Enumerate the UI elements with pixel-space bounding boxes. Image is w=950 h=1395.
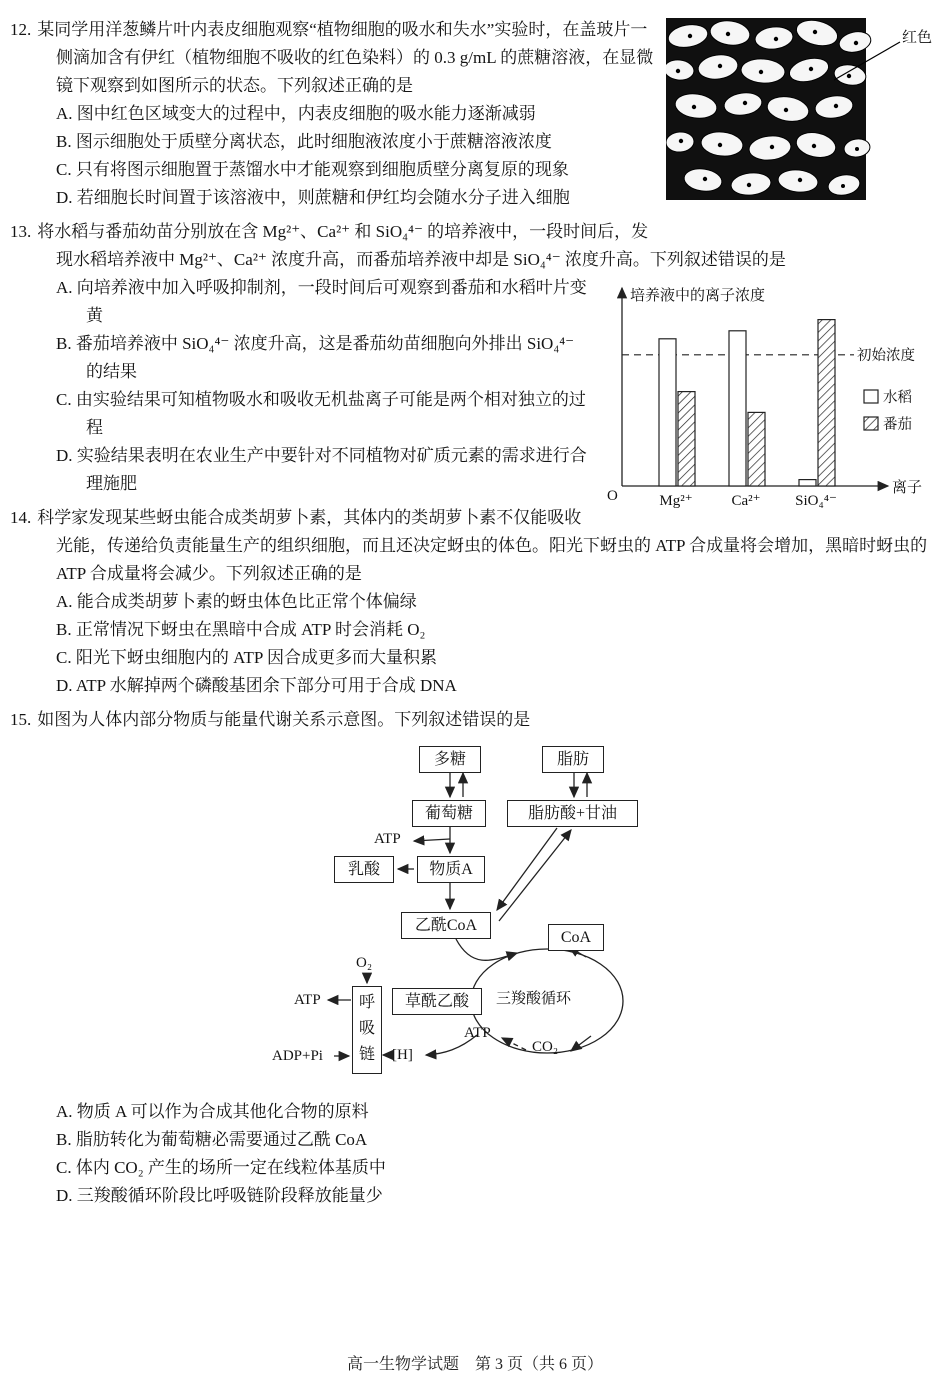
q15-option-a: A. 物质 A 可以作为合成其他化合物的原料 xyxy=(56,1102,369,1121)
chart-bar-0-2 xyxy=(799,480,816,486)
figure-label: 红色 xyxy=(902,30,933,46)
question-13 xyxy=(10,218,938,509)
q13-option-a: A. 向培养液中加入呼吸抑制剂，一段时间后可观察到番茄和水稻叶片变黄 xyxy=(56,278,587,325)
plasmolysis-figure xyxy=(666,18,938,213)
q13-option-c: C. 由实验结果可知植物吸水和吸收无机盐离子可能是两个相对独立的过程 xyxy=(56,390,586,437)
question-12 xyxy=(10,16,938,212)
ion-chart-svg xyxy=(596,274,936,514)
q15-option-c: C. 体内 CO₂ 产生的场所一定在线粒体基质中 xyxy=(56,1158,386,1177)
node-substance-a: 物质A xyxy=(417,856,485,883)
arrow-fattyacid-to-acetylcoa xyxy=(497,828,557,910)
arrow-glycolysis-atp xyxy=(414,839,450,841)
q13-option-b: B. 番茄培养液中 SiO₄⁴⁻ 浓度升高，这是番茄幼苗细胞向外排出 SiO₄⁴⁻ 的结果 xyxy=(56,334,575,381)
question-number: 14. xyxy=(10,508,32,527)
tick-label: Mg²⁺ xyxy=(659,493,693,509)
arrow-acetylcoa-to-cycle xyxy=(456,939,517,960)
node-polysaccharide: 多糖 xyxy=(419,746,481,773)
question-14 xyxy=(10,504,938,700)
q15-option-b: B. 脂肪转化为葡萄糖必需要通过乙酰 CoA xyxy=(56,1130,368,1149)
legend-swatch xyxy=(864,390,878,403)
tick-label: Ca²⁺ xyxy=(731,493,761,509)
q12-option-c: C. 只有将图示细胞置于蒸馏水中才能观察到细胞质壁分离复原的现象 xyxy=(56,160,569,179)
question-text: 科学家发现某些蚜虫能合成类胡萝卜素，其体内的类胡萝卜素不仅能吸收光能，传递给负责能量生产的组织细胞，而且还决定蚜虫的体色。阳光下蚜虫的 ATP 合成量将会增加，黑暗时蚜虫的 ATP 合成量将会减少。下列叙述正确的是 xyxy=(37,508,928,583)
node-coa: CoA xyxy=(548,924,604,951)
chart-bar-0-1 xyxy=(729,331,746,486)
question-stem xyxy=(10,706,938,734)
legend-label: 番茄 xyxy=(883,417,912,433)
q13-ion-chart xyxy=(596,274,938,523)
node-fat: 脂肪 xyxy=(542,746,604,773)
question-15 xyxy=(10,706,938,1210)
q14-option-b: B. 正常情况下蚜虫在黑暗中合成 ATP 时会消耗 O₂ xyxy=(56,620,426,639)
label-atp-cycle: ATP xyxy=(464,1025,491,1041)
question-stem xyxy=(10,218,938,274)
arrow-acetylcoa-to-fattyacid xyxy=(499,830,571,921)
node-lactic-acid: 乳酸 xyxy=(334,856,394,883)
arrow-cycle-to-co2 xyxy=(571,1036,591,1051)
chart-title: 培养液中的离子浓度 xyxy=(630,288,766,304)
q12-option-d: D. 若细胞长时间置于该溶液中，则蔗糖和伊红均会随水分子进入细胞 xyxy=(56,188,570,207)
origin-label: O xyxy=(607,488,618,504)
q12-option-a: A. 图中红色区域变大的过程中，内表皮细胞的吸水能力逐渐减弱 xyxy=(56,104,536,123)
label-adp-pi: ADP+Pi xyxy=(272,1048,323,1064)
label-h: [H] xyxy=(392,1047,413,1063)
q15-option-d: D. 三羧酸循环阶段比呼吸链阶段释放能量少 xyxy=(56,1186,383,1205)
q15-options xyxy=(56,1098,938,1210)
page-footer: 高一生物学试题 第 3 页（共 6 页） xyxy=(346,1356,603,1373)
question-text: 将水稻与番茄幼苗分别放在含 Mg²⁺、Ca²⁺ 和 SiO₄⁴⁻ 的培养液中，一段时间后，发现水稻培养液中 Mg²⁺、Ca²⁺ 浓度升高，而番茄培养液中却是 SiO₄⁴⁻ 浓度升高。下列叙述错误的是 xyxy=(37,222,786,269)
legend-swatch xyxy=(864,417,878,430)
q14-option-c: C. 阳光下蚜虫细胞内的 ATP 因合成更多而大量积累 xyxy=(56,648,437,667)
label-o2: O₂ xyxy=(356,955,373,971)
label-co2: CO₂ xyxy=(532,1039,559,1055)
chart-bar-1-2 xyxy=(818,320,835,486)
legend-label: 水稻 xyxy=(883,390,912,406)
q13-option-d: D. 实验结果表明在农业生产中要针对不同植物对矿质元素的需求进行合理施肥 xyxy=(56,446,587,493)
chart-bar-1-0 xyxy=(678,392,695,486)
label-atp-chain: ATP xyxy=(294,992,321,1008)
q14-option-a: A. 能合成类胡萝卜素的蚜虫体色比正常个体偏绿 xyxy=(56,592,417,611)
question-text: 如图为人体内部分物质与能量代谢关系示意图。下列叙述错误的是 xyxy=(37,710,531,729)
q12-option-b: B. 图示细胞处于质壁分离状态，此时细胞液浓度小于蔗糖溶液浓度 xyxy=(56,132,552,151)
x-axis-label: 离子 xyxy=(892,480,923,496)
chart-bar-1-1 xyxy=(748,412,765,486)
label-tca-cycle: 三羧酸循环 xyxy=(496,991,572,1007)
cell-image xyxy=(666,18,938,204)
baseline-label: 初始浓度 xyxy=(857,347,915,364)
question-text: 某同学用洋葱鳞片叶内表皮细胞观察“植物细胞的吸水和失水”实验时，在盖玻片一侧滴加含有伊红（植物细胞不吸收的红色染料）的 0.3 g/mL 的蔗糖溶液，在显微镜下观察到如图所示的状态。下列叙述正确的是 xyxy=(37,20,654,95)
node-acetyl-coa: 乙酰CoA xyxy=(401,912,491,939)
question-number: 15. xyxy=(10,710,32,729)
node-oxaloacetate: 草酰乙酸 xyxy=(392,988,482,1015)
node-glucose: 葡萄糖 xyxy=(412,800,486,827)
q15-metabolism-diagram xyxy=(264,738,684,1090)
q14-options xyxy=(56,588,938,700)
question-number: 12. xyxy=(10,20,32,39)
question-number: 13. xyxy=(10,222,32,241)
tick-label: SiO₄⁴⁻ xyxy=(795,493,837,509)
node-fatty-acid-glycerol: 脂肪酸+甘油 xyxy=(507,800,638,827)
node-respiratory-chain: 呼吸链 xyxy=(352,986,382,1074)
chart-bar-0-0 xyxy=(659,339,676,486)
q14-option-d: D. ATP 水解掉两个磷酸基团余下部分可用于合成 DNA xyxy=(56,676,457,695)
label-atp-glycolysis: ATP xyxy=(374,831,401,847)
